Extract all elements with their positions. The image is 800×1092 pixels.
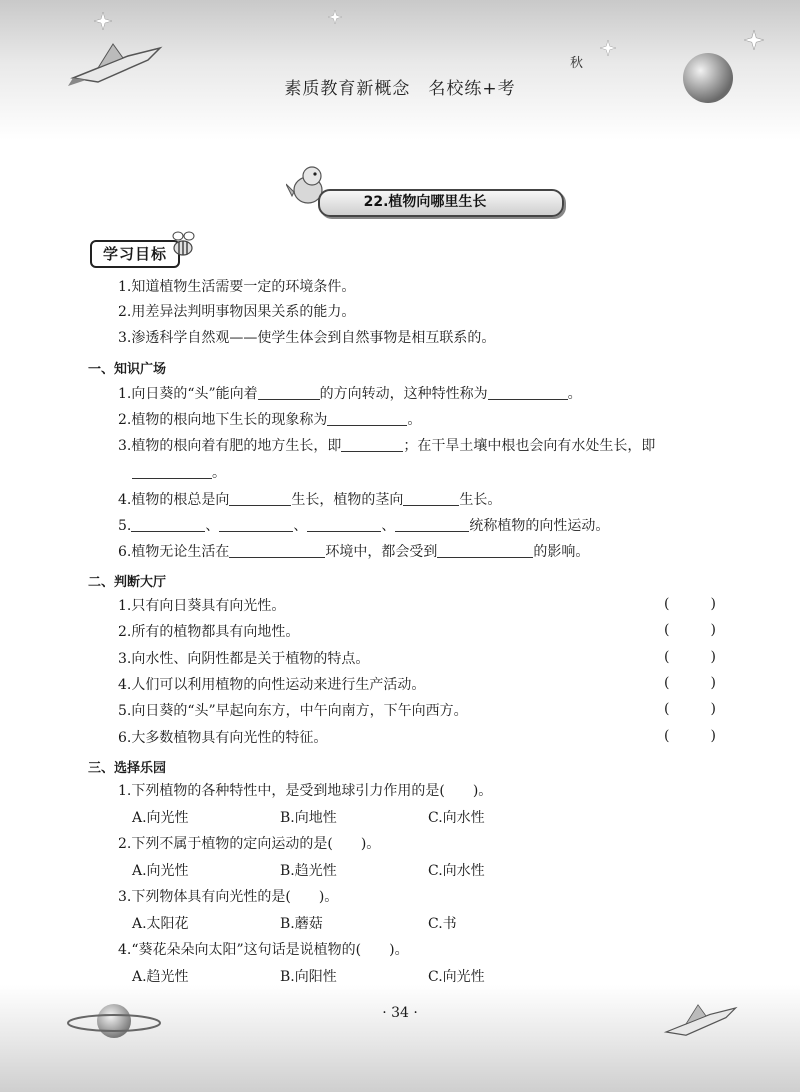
answer-parens[interactable] xyxy=(664,728,716,744)
answer-blank[interactable] xyxy=(219,517,293,532)
goal-item: 1.知道植物生活需要一定的环境条件。 xyxy=(118,279,356,295)
question-3 xyxy=(118,436,655,456)
question-2 xyxy=(118,410,421,430)
choice-option-b[interactable]: B.趋光性 xyxy=(280,863,337,879)
answer-blank[interactable] xyxy=(327,411,407,426)
answer-blank[interactable] xyxy=(229,491,291,506)
answer-parens[interactable] xyxy=(664,675,716,691)
separator: 、 xyxy=(381,518,396,534)
goal-item: 3.渗透科学自然观——使学生体会到自然事物是相互联系的。 xyxy=(118,330,496,346)
choice-question-stem: 1.下列植物的各种特性中，是受到地球引力作用的是( )。 xyxy=(118,783,493,799)
judge-item: 6.大多数植物具有向光性的特征。 xyxy=(118,730,328,746)
lesson-title: 22.植物向哪里生长 xyxy=(363,194,487,210)
answer-blank[interactable] xyxy=(131,517,205,532)
paren-open: ( xyxy=(664,701,670,717)
choice-option-b[interactable]: B.蘑菇 xyxy=(280,916,323,932)
choice-option-a[interactable]: A.向光性 xyxy=(132,810,189,826)
separator: 、 xyxy=(205,518,220,534)
season-label: 秋 xyxy=(570,56,584,71)
question-text: ；在干旱土壤中根也会向有水处生长，即 xyxy=(403,438,656,454)
answer-blank[interactable] xyxy=(132,464,212,479)
separator: 、 xyxy=(293,518,308,534)
star-icon xyxy=(94,12,112,30)
answer-blank[interactable] xyxy=(229,543,325,558)
choice-option-b[interactable]: B.向地性 xyxy=(280,810,337,826)
answer-parens[interactable] xyxy=(664,622,716,638)
goals-heading: 学习目标 xyxy=(90,240,180,268)
page-number: · 34 · xyxy=(382,1005,418,1021)
saturn-icon xyxy=(64,996,164,1046)
judge-item: 1.只有向日葵具有向光性。 xyxy=(118,598,286,614)
paren-close: ) xyxy=(710,675,716,691)
paren-close: ) xyxy=(710,596,716,612)
section-heading: 二、判断大厅 xyxy=(88,575,167,590)
question-4 xyxy=(118,490,501,510)
question-text: 。 xyxy=(407,412,422,428)
paren-close: ) xyxy=(710,622,716,638)
paren-open: ( xyxy=(664,596,670,612)
star-icon xyxy=(600,40,616,56)
question-text: 环境中，都会受到 xyxy=(325,544,438,560)
answer-blank[interactable] xyxy=(437,543,533,558)
question-5 xyxy=(118,516,609,536)
paren-open: ( xyxy=(664,675,670,691)
paren-open: ( xyxy=(664,649,670,665)
answer-blank[interactable] xyxy=(403,491,459,506)
judge-item: 3.向水性、向阴性都是关于植物的特点。 xyxy=(118,651,370,667)
paren-open: ( xyxy=(664,728,670,744)
question-text: 统称植物的向性运动。 xyxy=(469,518,610,534)
question-3-cont xyxy=(132,463,226,483)
answer-parens[interactable] xyxy=(664,649,716,665)
answer-blank[interactable] xyxy=(395,517,469,532)
question-text: 1.向日葵的“头”能向着 xyxy=(118,386,258,402)
choice-option-a[interactable]: A.向光性 xyxy=(132,863,189,879)
choice-option-c[interactable]: C.向水性 xyxy=(428,810,485,826)
paren-close: ) xyxy=(710,701,716,717)
choice-option-a[interactable]: A.太阳花 xyxy=(132,916,189,932)
answer-blank[interactable] xyxy=(341,437,403,452)
question-text: 。 xyxy=(212,465,226,481)
question-text: 生长。 xyxy=(459,492,502,508)
section-heading: 三、选择乐园 xyxy=(88,761,167,776)
choice-option-c[interactable]: C.向光性 xyxy=(428,969,485,985)
question-text: 5. xyxy=(118,518,132,534)
star-icon xyxy=(328,10,342,24)
star-icon xyxy=(744,30,764,50)
section-heading: 一、知识广场 xyxy=(88,362,167,377)
question-text: 4.植物的根总是向 xyxy=(118,492,230,508)
question-text: 2.植物的根向地下生长的现象称为 xyxy=(118,412,328,428)
bee-icon xyxy=(166,228,200,262)
question-6 xyxy=(118,542,589,562)
judge-item: 2.所有的植物都具有向地性。 xyxy=(118,624,300,640)
judge-item: 4.人们可以利用植物的向性运动来进行生产活动。 xyxy=(118,677,426,693)
question-text: 生长，植物的茎向 xyxy=(291,492,404,508)
question-text: 。 xyxy=(567,386,582,402)
question-text: 3.植物的根向着有肥的地方生长，即 xyxy=(118,438,342,454)
choice-option-a[interactable]: A.趋光性 xyxy=(132,969,189,985)
answer-parens[interactable] xyxy=(664,701,716,717)
question-text: 的影响。 xyxy=(533,544,590,560)
choice-question-stem: 4.“葵花朵朵向太阳”这句话是说植物的( )。 xyxy=(118,942,409,958)
goal-item: 2.用差异法判明事物因果关系的能力。 xyxy=(118,304,356,320)
answer-blank[interactable] xyxy=(307,517,381,532)
choice-option-b[interactable]: B.向阳性 xyxy=(280,969,337,985)
question-text: 的方向转动，这种特性称为 xyxy=(319,386,488,402)
choice-option-c[interactable]: C.向水性 xyxy=(428,863,485,879)
question-text: 6.植物无论生活在 xyxy=(118,544,230,560)
paren-close: ) xyxy=(710,728,716,744)
judge-item: 5.向日葵的“头”早起向东方，中午向南方，下午向西方。 xyxy=(118,703,468,719)
question-1 xyxy=(118,384,582,404)
answer-parens[interactable] xyxy=(664,596,716,612)
choice-question-stem: 3.下列物体具有向光性的是( )。 xyxy=(118,889,339,905)
choice-question-stem: 2.下列不属于植物的定向运动的是( )。 xyxy=(118,836,381,852)
choice-option-c[interactable]: C.书 xyxy=(428,916,457,932)
answer-blank[interactable] xyxy=(258,385,320,400)
paren-open: ( xyxy=(664,622,670,638)
header-title: 素质教育新概念 名校练+考 xyxy=(284,79,516,99)
answer-blank[interactable] xyxy=(488,385,568,400)
paren-close: ) xyxy=(710,649,716,665)
